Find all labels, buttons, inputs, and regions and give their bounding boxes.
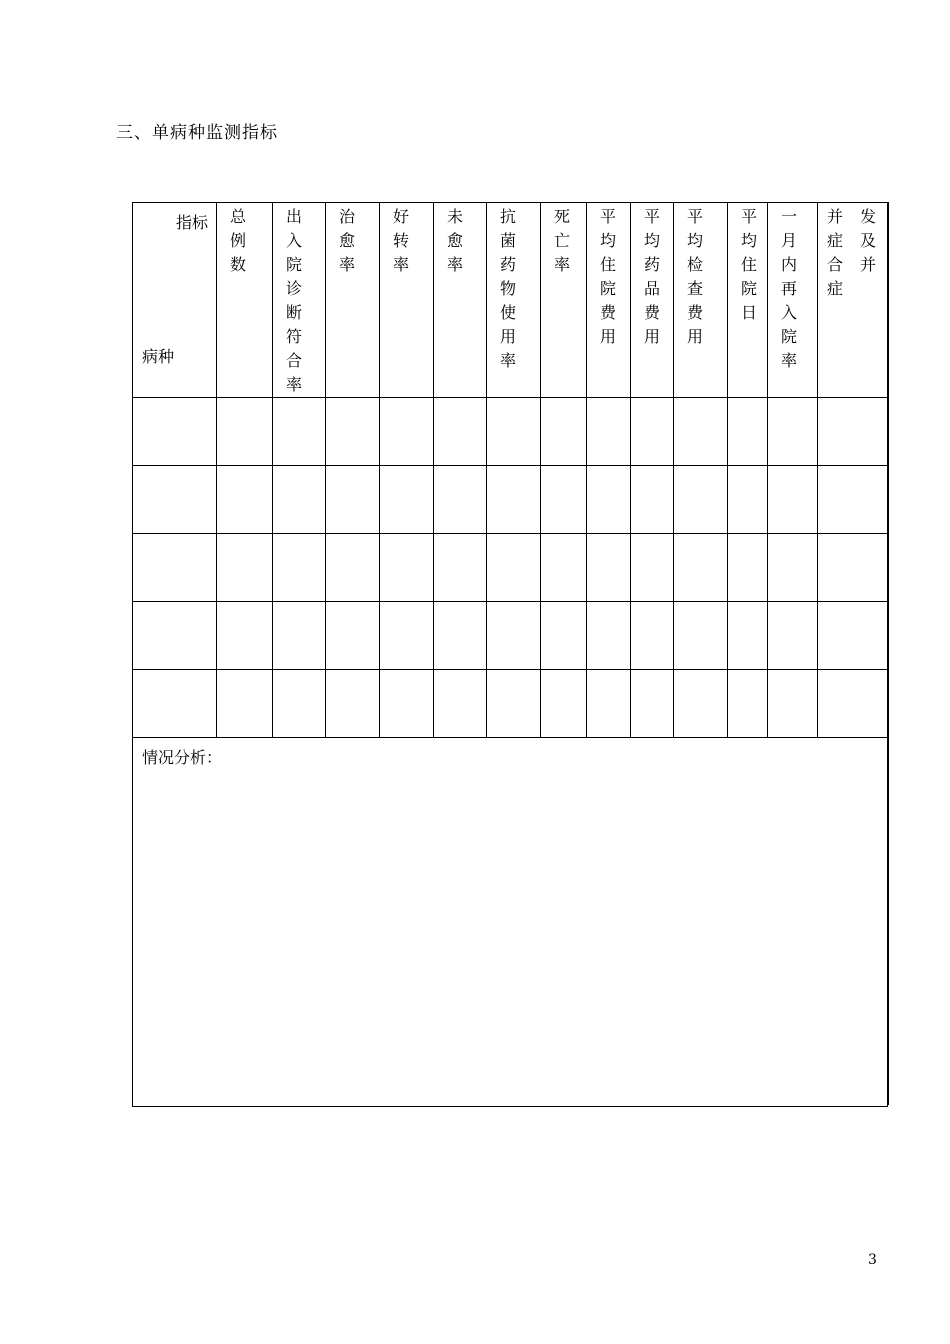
table-cell[interactable] [674, 670, 728, 738]
column-header: 一月内再入院率 [768, 203, 818, 398]
table-cell[interactable] [133, 534, 217, 602]
table-cell[interactable] [768, 602, 818, 670]
table-cell[interactable] [217, 602, 273, 670]
table-cell[interactable] [326, 466, 380, 534]
column-header: 平均住院日 [728, 203, 768, 398]
column-header: 出入院诊断符合率 [273, 203, 326, 398]
table-cell[interactable] [728, 602, 768, 670]
table-cell[interactable] [380, 466, 434, 534]
column-header: 总例数 [217, 203, 273, 398]
table-cell[interactable] [674, 534, 728, 602]
table-cell[interactable] [631, 534, 674, 602]
table-cell[interactable] [326, 398, 380, 466]
column-header: 平均药品费用 [631, 203, 674, 398]
table-cell[interactable] [587, 398, 631, 466]
table-right-double-border [888, 202, 889, 1105]
table-cell[interactable] [434, 466, 487, 534]
column-header-complication: 并症合症 发及并 [818, 203, 888, 398]
table-row [133, 602, 888, 670]
table-cell[interactable] [487, 398, 541, 466]
table-cell[interactable] [434, 534, 487, 602]
analysis-cell[interactable] [133, 738, 888, 1107]
table-cell[interactable] [326, 534, 380, 602]
table-cell[interactable] [818, 670, 888, 738]
column-header: 平均检查费用 [674, 203, 728, 398]
table-row [133, 466, 888, 534]
table-cell[interactable] [273, 466, 326, 534]
table-cell[interactable] [631, 670, 674, 738]
table-cell[interactable] [133, 466, 217, 534]
table-cell[interactable] [728, 398, 768, 466]
table-cell[interactable] [380, 602, 434, 670]
table-cell[interactable] [587, 534, 631, 602]
table-cell[interactable] [487, 602, 541, 670]
table-cell[interactable] [768, 670, 818, 738]
column-header: 平均住院费用 [587, 203, 631, 398]
analysis-row [133, 738, 888, 1107]
table-cell[interactable] [273, 670, 326, 738]
table-cell[interactable] [674, 602, 728, 670]
table-cell[interactable] [434, 602, 487, 670]
table-cell[interactable] [380, 398, 434, 466]
table-cell[interactable] [818, 398, 888, 466]
table-cell[interactable] [380, 670, 434, 738]
page-number: 3 [868, 1252, 877, 1268]
table-cell[interactable] [768, 398, 818, 466]
table-cell[interactable] [674, 466, 728, 534]
table-cell[interactable] [818, 466, 888, 534]
table-cell[interactable] [487, 534, 541, 602]
column-header: 未愈率 [434, 203, 487, 398]
table-cell[interactable] [818, 602, 888, 670]
table-cell[interactable] [434, 670, 487, 738]
table-cell[interactable] [217, 466, 273, 534]
column-header: 抗菌药物使用率 [487, 203, 541, 398]
table-cell[interactable] [728, 466, 768, 534]
table-cell[interactable] [273, 602, 326, 670]
table-cell[interactable] [380, 534, 434, 602]
table-row [133, 398, 888, 466]
header-row [133, 203, 888, 398]
table-cell[interactable] [587, 602, 631, 670]
section-title: 三、单病种监测指标 [116, 123, 278, 143]
table-cell[interactable] [541, 670, 587, 738]
table-cell[interactable] [541, 398, 587, 466]
table-cell[interactable] [217, 670, 273, 738]
column-header: 好转率 [380, 203, 434, 398]
table-cell[interactable] [541, 466, 587, 534]
table-cell[interactable] [818, 534, 888, 602]
table-cell[interactable] [768, 466, 818, 534]
table-row [133, 670, 888, 738]
table-row [133, 534, 888, 602]
table-cell[interactable] [133, 670, 217, 738]
disease-label: 病种 [142, 347, 175, 366]
table-cell[interactable] [541, 534, 587, 602]
table-cell[interactable] [587, 466, 631, 534]
table-cell[interactable] [217, 534, 273, 602]
column-header: 治愈率 [326, 203, 380, 398]
table-cell[interactable] [217, 398, 273, 466]
table-cell[interactable] [631, 398, 674, 466]
corner-header-cell [133, 203, 217, 398]
table-cell[interactable] [434, 398, 487, 466]
table-cell[interactable] [326, 670, 380, 738]
table-cell[interactable] [273, 398, 326, 466]
table-cell[interactable] [487, 670, 541, 738]
table-cell[interactable] [541, 602, 587, 670]
table-cell[interactable] [768, 534, 818, 602]
table-cell[interactable] [728, 534, 768, 602]
table-cell[interactable] [728, 670, 768, 738]
table-cell[interactable] [631, 466, 674, 534]
analysis-label: 情况分析： [142, 748, 223, 767]
table-cell[interactable] [326, 602, 380, 670]
table-cell[interactable] [133, 398, 217, 466]
table-cell[interactable] [487, 466, 541, 534]
column-header: 死亡率 [541, 203, 587, 398]
table-cell[interactable] [674, 398, 728, 466]
table-cell[interactable] [133, 602, 217, 670]
indicator-label: 指标 [175, 213, 208, 232]
table-cell[interactable] [631, 602, 674, 670]
monitoring-table [132, 202, 888, 1107]
table-cell[interactable] [273, 534, 326, 602]
table-cell[interactable] [587, 670, 631, 738]
